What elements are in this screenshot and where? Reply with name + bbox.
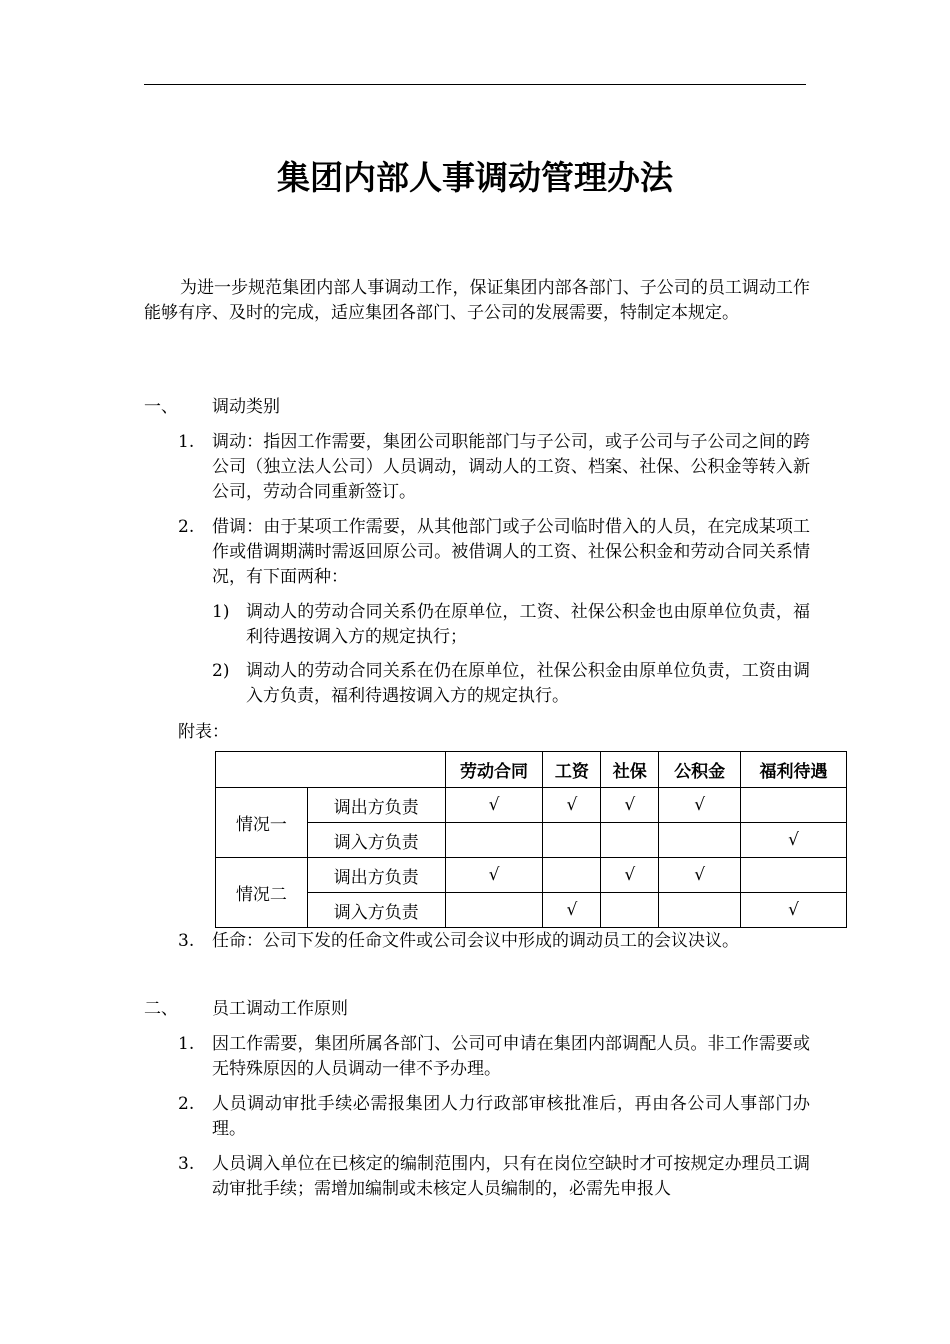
section-2-heading <box>144 997 348 1022</box>
check-cell <box>543 823 601 858</box>
list-item <box>178 1032 810 1082</box>
sub-list-item <box>212 600 810 650</box>
check-cell: √ <box>659 788 741 823</box>
section-title: 员工调动工作原则 <box>212 999 348 1019</box>
item-text: 人员调动审批手续必需报集团人力行政部审核批准后，再由各公司人事部门办理。 <box>212 1094 810 1139</box>
check-cell: √ <box>445 788 543 823</box>
item-text: 借调：由于某项工作需要，从其他部门或子公司临时借入的人员，在完成某项工作或借调期满时需返回原公司。被借调人的工资、社保公积金和劳动合同关系情况，有下面两种： <box>212 517 810 587</box>
header-rule <box>144 84 806 85</box>
item-text: 因工作需要，集团所属各部门、公司可申请在集团内部调配人员。非工作需要或无特殊原因的人员调动一律不予办理。 <box>212 1034 810 1079</box>
check-cell: √ <box>601 788 659 823</box>
item-text: 任命：公司下发的任命文件或公司会议中形成的调动员工的会议决议。 <box>212 931 739 951</box>
document-title: 集团内部人事调动管理办法 <box>277 158 673 197</box>
check-cell <box>445 823 543 858</box>
check-cell: √ <box>741 893 847 928</box>
table-row <box>216 823 847 858</box>
group-label: 情况二 <box>216 858 308 928</box>
check-cell: √ <box>543 788 601 823</box>
check-cell <box>659 823 741 858</box>
section-1-heading <box>144 395 280 420</box>
list-item <box>178 515 810 590</box>
item-number: 3. <box>178 931 195 951</box>
check-cell <box>659 893 741 928</box>
check-cell <box>741 788 847 823</box>
section-number: 二、 <box>144 999 178 1019</box>
item-number: 3. <box>178 1154 195 1174</box>
subitem-number: 1) <box>212 602 230 622</box>
column-header: 社保 <box>601 752 659 788</box>
role-cell: 调出方负责 <box>307 858 445 893</box>
item-number: 1. <box>178 432 195 452</box>
subitem-text: 调动人的劳动合同关系在仍在原单位，社保公积金由原单位负责，工资由调入方负责，福利待遇按调入方的规定执行。 <box>246 661 810 706</box>
list-item <box>178 929 810 954</box>
check-cell <box>601 823 659 858</box>
table-note: 附表： <box>178 722 229 742</box>
list-item <box>178 1092 810 1142</box>
column-header: 劳动合同 <box>445 752 543 788</box>
subitem-text: 调动人的劳动合同关系仍在原单位，工资、社保公积金也由原单位负责，福利待遇按调入方的规定执行； <box>246 602 810 647</box>
check-cell <box>601 893 659 928</box>
check-cell: √ <box>659 858 741 893</box>
role-cell: 调出方负责 <box>307 788 445 823</box>
intro-paragraph: 为进一步规范集团内部人事调动工作，保证集团内部各部门、子公司的员工调动工作能够有序、及时的完成，适应集团各部门、子公司的发展需要，特制定本规定。 <box>144 278 810 323</box>
table-row <box>216 893 847 928</box>
table-row <box>216 858 847 893</box>
column-header: 公积金 <box>659 752 741 788</box>
table-header-row <box>216 752 847 788</box>
check-cell: √ <box>601 858 659 893</box>
item-number: 1. <box>178 1034 195 1054</box>
section-number: 一、 <box>144 397 178 417</box>
subitem-number: 2) <box>212 661 230 681</box>
list-item <box>178 430 810 505</box>
check-cell <box>543 858 601 893</box>
item-number: 2. <box>178 517 195 537</box>
list-item <box>178 1152 810 1202</box>
group-label: 情况一 <box>216 788 308 858</box>
check-cell <box>445 893 543 928</box>
item-text: 人员调入单位在已核定的编制范围内，只有在岗位空缺时才可按规定办理员工调动审批手续；需增加编制或未核定人员编制的，必需先申报人 <box>212 1154 810 1199</box>
check-cell: √ <box>445 858 543 893</box>
role-cell: 调入方负责 <box>307 823 445 858</box>
sub-list-item <box>212 659 810 709</box>
check-cell: √ <box>543 893 601 928</box>
item-text: 调动：指因工作需要，集团公司职能部门与子公司，或子公司与子公司之间的跨公司（独立法人公司）人员调动，调动人的工资、档案、社保、公积金等转入新公司，劳动合同重新签订。 <box>212 432 810 502</box>
column-header: 工资 <box>543 752 601 788</box>
check-cell: √ <box>741 823 847 858</box>
responsibility-table <box>215 751 847 928</box>
column-header: 福利待遇 <box>741 752 847 788</box>
check-cell <box>741 858 847 893</box>
item-number: 2. <box>178 1094 195 1114</box>
table-corner-cell <box>216 752 446 788</box>
section-title: 调动类别 <box>212 397 280 417</box>
role-cell: 调入方负责 <box>307 893 445 928</box>
table-row <box>216 788 847 823</box>
